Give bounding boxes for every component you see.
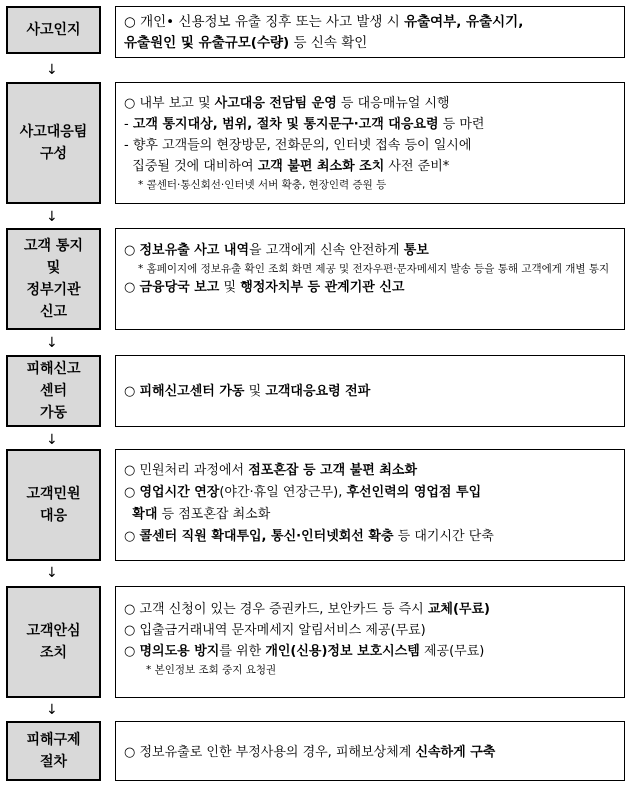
- step-detail-awareness: [115, 6, 625, 58]
- detail-line: ○ 피해신고센터 가동 및 고객대응요령 전파: [124, 383, 371, 399]
- detail-line: ○ 민원처리 과정에서 점포혼잡 등 고객 불편 최소화: [124, 463, 418, 478]
- detail-line: ○ 콜센터 직원 확대투입, 통신·인터넷회선 확충 등 대기시간 단축: [124, 529, 494, 544]
- detail-line: ○ 정보유출로 인한 부정사용의 경우, 피해보상체계 신속하게 구축: [124, 744, 496, 760]
- arrow-down-icon: ↓: [46, 432, 58, 448]
- step-label-notify-report: 고객 통지 및 정부기관 신고: [6, 228, 101, 330]
- arrow-down-icon: ↓: [46, 702, 58, 718]
- detail-line: ○ 정보유출 사고 내역을 고객에게 신속 안전하게 통보: [124, 243, 429, 258]
- step-detail-remedy: [115, 721, 625, 781]
- footnote: * 홈페이지에 정보유출 확인 조회 화면 제공 및 전자우편·문자메세지 발송 등을 통해 고객에게 개별 통지: [138, 263, 610, 275]
- step-label-remedy: 피해구제 절차: [6, 721, 101, 781]
- step-detail-report-center: [115, 355, 625, 427]
- arrow-down-icon: ↓: [46, 209, 58, 225]
- detail-line: - 향후 고객들의 현장방문, 전화문의, 인터넷 접속 등이 일시에: [124, 138, 472, 153]
- detail-line: - 고객 통지대상, 범위, 절차 및 통지문구·고객 대응요령 등 마련: [124, 117, 485, 132]
- detail-line: ○ 금융당국 보고 및 행정자치부 등 관계기관 신고: [124, 280, 405, 295]
- step-label-complaints: 고객민원 대응: [6, 449, 101, 561]
- footnote: * 콜센터·통신회선·인터넷 서버 확충, 현장인력 증원 등: [138, 179, 387, 191]
- detail-line: ○ 내부 보고 및 사고대응 전담팀 운영 등 대응매뉴얼 시행: [124, 96, 450, 111]
- step-detail-reassurance: [115, 586, 625, 698]
- step-label-report-center: 피해신고 센터 가동: [6, 355, 101, 427]
- step-label-response-team: 사고대응팀 구성: [6, 82, 101, 204]
- detail-line: 집중될 것에 대비하여 고객 불편 최소화 조치 사전 준비*: [124, 159, 450, 174]
- detail-line: ○ 입출금거래내역 문자메세지 알림서비스 제공(무료): [124, 623, 426, 638]
- detail-line: ○ 고객 신청이 있는 경우 증권카드, 보안카드 등 즉시 교체(무료): [124, 602, 490, 617]
- arrow-down-icon: ↓: [46, 335, 58, 351]
- step-detail-response-team: [115, 82, 625, 204]
- arrow-down-icon: ↓: [46, 565, 58, 581]
- detail-line: ○ 영업시간 연장(야간·휴일 연장근무), 후선인력의 영업점 투입: [124, 485, 482, 500]
- step-label-awareness: 사고인지: [6, 6, 101, 54]
- arrow-down-icon: ↓: [46, 62, 58, 78]
- detail-line: ○ 개인• 신용정보 유출 징후 또는 사고 발생 시 유출여부, 유출시기,: [124, 14, 524, 30]
- step-detail-complaints: [115, 449, 625, 561]
- footnote: * 본인정보 조회 중지 요청권: [146, 664, 277, 676]
- detail-line: 확대 등 점포혼잡 최소화: [132, 507, 271, 522]
- step-label-reassurance: 고객안심 조치: [6, 586, 101, 698]
- step-detail-notify-report: [115, 228, 625, 330]
- detail-line: ○ 명의도용 방지를 위한 개인(신용)정보 보호시스템 제공(무료): [124, 644, 485, 659]
- detail-line: 유출원인 및 유출규모(수량) 등 신속 확인: [124, 35, 368, 51]
